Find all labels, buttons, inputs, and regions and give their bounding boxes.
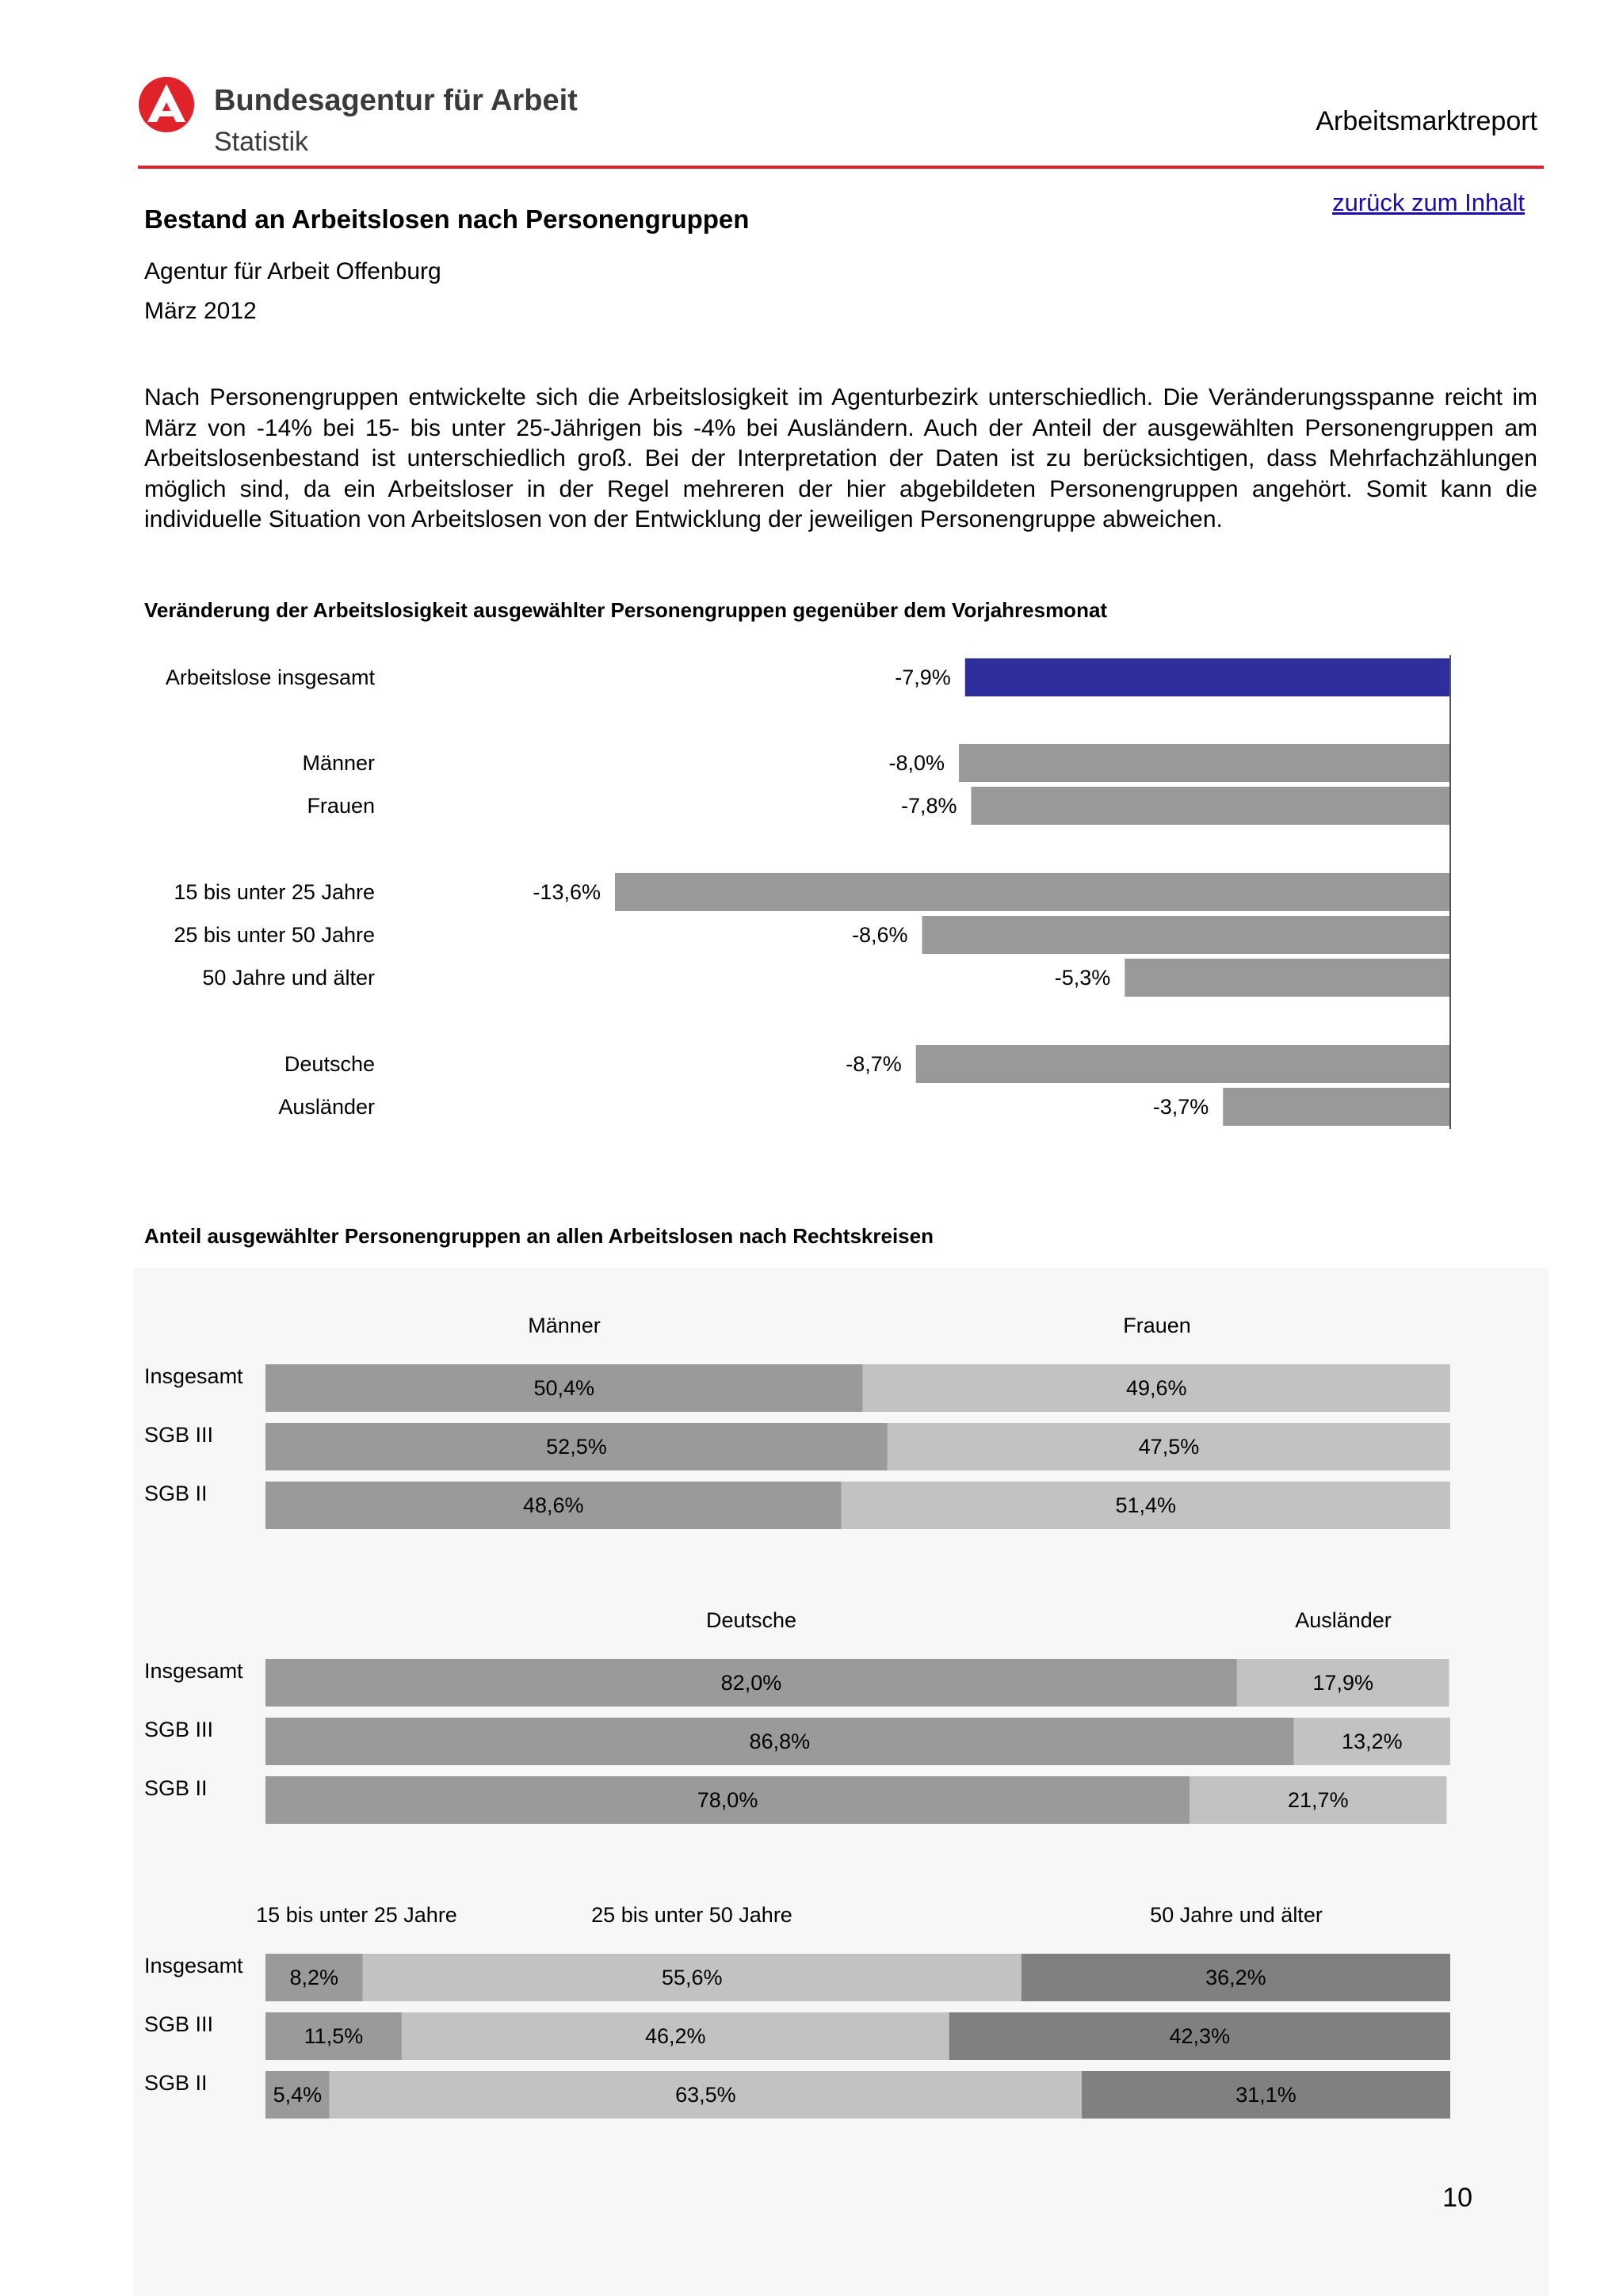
org-name: Bundesagentur für Arbeit	[214, 84, 578, 117]
share-bar-value: 21,7%	[1288, 1788, 1349, 1812]
series-header: 25 bis unter 50 Jahre	[591, 1903, 792, 1927]
row-label: SGB III	[144, 1423, 214, 1447]
change-bar-value: -7,9%	[895, 666, 951, 689]
change-bar-category: Deutsche	[284, 1052, 375, 1076]
change-bar-category: Männer	[302, 751, 375, 775]
page-number: 10	[1442, 2183, 1472, 2213]
back-to-contents-link[interactable]: zurück zum Inhalt	[1332, 189, 1525, 216]
org-subtitle: Statistik	[214, 127, 309, 157]
row-label: SGB II	[144, 2071, 208, 2095]
change-bar-category: 25 bis unter 50 Jahre	[174, 923, 375, 947]
report-title: Arbeitsmarktreport	[1316, 106, 1537, 136]
agency-name: Agentur für Arbeit Offenburg	[144, 258, 441, 284]
share-bar-value: 51,4%	[1115, 1493, 1177, 1517]
chart2-title: Anteil ausgewählter Personengruppen an allen Arbeitslosen nach Rechtskreisen	[144, 1224, 934, 1248]
change-bar-category: Arbeitslose insgesamt	[165, 666, 375, 689]
series-header: 50 Jahre und älter	[1150, 1903, 1323, 1927]
share-bar-value: 8,2%	[289, 1966, 339, 1989]
share-bar-value: 48,6%	[523, 1493, 584, 1517]
series-header: Ausländer	[1295, 1608, 1392, 1632]
share-bar-value: 13,2%	[1342, 1730, 1403, 1753]
change-bar-category: 15 bis unter 25 Jahre	[174, 880, 375, 904]
row-label: SGB III	[144, 2012, 214, 2036]
share-bar-value: 47,5%	[1138, 1435, 1200, 1459]
chart1-title: Veränderung der Arbeitslosigkeit ausgewählter Personengruppen gegenüber dem Vorjahresmonat	[144, 598, 1108, 622]
share-bar-value: 36,2%	[1205, 1966, 1266, 1989]
share-bar-value: 50,4%	[533, 1376, 595, 1400]
row-label: SGB III	[144, 1718, 214, 1741]
row-label: Insgesamt	[144, 1659, 243, 1683]
share-bar-value: 86,8%	[749, 1730, 811, 1753]
share-bar-value: 78,0%	[697, 1788, 758, 1812]
row-label: Insgesamt	[144, 1364, 243, 1388]
share-bar-value: 49,6%	[1125, 1376, 1187, 1400]
change-bar-value: -7,8%	[900, 794, 957, 818]
change-bar-value: -8,0%	[888, 751, 945, 775]
series-header: Frauen	[1123, 1314, 1191, 1337]
change-bar-category: Frauen	[307, 794, 375, 818]
intro-paragraph: Nach Personengruppen entwickelte sich die Arbeitslosigkeit im Agenturbezirk unterschiedlich. Die Veränderungsspanne reicht im März von -14% bei 15- bis unter 25-Jährigen bis -4% bei Ausländern. Auch der Anteil der ausgewählten Personengruppen am Arbeitslosenbestand ist unterschiedlich groß. Bei der Interpretation der Daten ist zu berücksichtigen, dass Mehrfachzählungen möglich sind, da ein Arbeitsloser in der Regel mehreren der hier abgebildeten Personengruppen angehört. Somit kann die individuelle Situation von Arbeitslosen von der Entwicklung der jeweiligen Personengruppe abweichen.	[144, 384, 1537, 532]
row-label: SGB II	[144, 1482, 208, 1505]
change-bar-category: 50 Jahre und älter	[202, 966, 375, 990]
change-bar-value: -13,6%	[533, 880, 601, 904]
share-bar-value: 31,1%	[1235, 2083, 1296, 2107]
change-bar-category: Ausländer	[278, 1095, 375, 1119]
series-header: Deutsche	[705, 1608, 797, 1632]
series-header: 15 bis unter 25 Jahre	[256, 1903, 457, 1927]
report-period: März 2012	[144, 298, 257, 324]
change-bar-value: -5,3%	[1054, 966, 1111, 990]
share-bar-value: 52,5%	[546, 1435, 607, 1459]
share-bar-value: 42,3%	[1169, 2024, 1231, 2048]
share-bar-value: 82,0%	[720, 1671, 782, 1695]
change-bar-value: -8,6%	[851, 923, 908, 947]
share-bar-value: 63,5%	[675, 2083, 736, 2107]
row-label: SGB II	[144, 1776, 208, 1800]
share-bar-value: 46,2%	[644, 2024, 706, 2048]
share-bar-value: 17,9%	[1312, 1671, 1373, 1695]
change-bar-value: -8,7%	[846, 1052, 902, 1076]
share-bar-value: 5,4%	[273, 2083, 323, 2107]
change-bar-value: -3,7%	[1152, 1095, 1209, 1119]
page-title: Bestand an Arbeitslosen nach Personengruppen	[144, 204, 750, 234]
row-label: Insgesamt	[144, 1954, 243, 1978]
share-bar-value: 55,6%	[661, 1966, 723, 1989]
series-header: Männer	[528, 1314, 601, 1337]
share-bar-value: 11,5%	[304, 2024, 364, 2048]
